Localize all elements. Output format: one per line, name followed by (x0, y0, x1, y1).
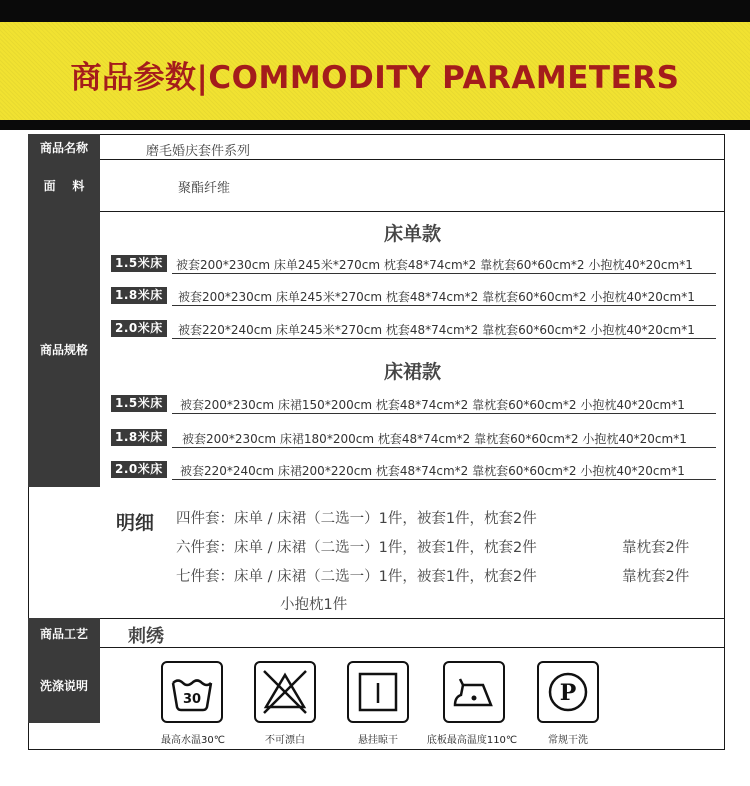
details-line-4pc: 四件套：床单 / 床裙（二选一）1件，被套1件，枕套2件 (176, 511, 537, 527)
label-spec: 商品规格 (28, 211, 100, 487)
wash-temp-text: 30 (182, 692, 202, 707)
label-wash: 洗涤说明 (28, 647, 100, 723)
dry-clean-letter: P (559, 680, 577, 706)
caption-iron: 底板最高温度110℃ (426, 735, 518, 746)
details-extra-7pc: 靠枕套2件 (622, 569, 690, 585)
label-fabric: 面 料 (28, 159, 100, 212)
skirt-underline-3 (172, 479, 716, 480)
details-line-6pc: 六件套：床单 / 床裙（二选一）1件，被套1件，枕套2件 (176, 540, 537, 556)
sheet-size-1: 1.5米床 (111, 255, 167, 272)
wash-30-icon (161, 661, 223, 723)
caption-hang-dry: 悬挂晾干 (358, 735, 398, 746)
value-fabric: 聚酯纤维 (178, 181, 231, 196)
details-line-7pc-cont: 小抱枕1件 (280, 597, 348, 613)
sheet-text-2: 被套200*230cm 床单245米*270cm 枕套48*74cm*2 靠枕套60*60cm*2 小抱枕40*20cm*1 (178, 290, 695, 304)
sheet-underline-1 (172, 273, 716, 274)
banner-title: 商品参数|COMMODITY PARAMETERS (70, 60, 680, 96)
caption-dry-clean: 常规干洗 (548, 735, 588, 746)
sheet-underline-3 (172, 338, 716, 339)
caption-no-bleach: 不可漂白 (265, 735, 305, 746)
label-product-name: 商品名称 (28, 134, 100, 160)
black-band (0, 120, 750, 130)
details-label: 明细 (116, 512, 155, 534)
value-product-name: 磨毛婚庆套件系列 (146, 144, 251, 159)
skirt-text-3: 被套220*240cm 床裙200*220cm 枕套48*74cm*2 靠枕套60*60cm*2 小抱枕40*20cm*1 (180, 464, 685, 478)
row-product-name (28, 134, 725, 160)
row-fabric (28, 159, 725, 212)
sheet-text-1: 被套200*230cm 床单245米*270cm 枕套48*74cm*2 靠枕套60*60cm*2 小抱枕40*20cm*1 (176, 258, 693, 272)
skirt-size-1: 1.5米床 (111, 395, 167, 412)
hang-dry-icon (347, 661, 409, 723)
skirt-size-3: 2.0米床 (111, 461, 167, 478)
skirt-underline-1 (172, 413, 716, 414)
sheet-size-3: 2.0米床 (111, 320, 167, 337)
value-craft: 刺绣 (128, 626, 164, 647)
skirt-text-1: 被套200*230cm 床裙150*200cm 枕套48*74cm*2 靠枕套60*60cm*2 小抱枕40*20cm*1 (180, 398, 685, 412)
skirt-text-2: 被套200*230cm 床裙180*200cm 枕套48*74cm*2 靠枕套60*60cm*2 小抱枕40*20cm*1 (182, 432, 687, 446)
caption-wash: 最高水温30℃ (161, 735, 225, 746)
sheet-size-2: 1.8米床 (111, 287, 167, 304)
label-craft: 商品工艺 (28, 618, 100, 648)
details-extra-6pc: 靠枕套2件 (622, 540, 690, 556)
title-banner (0, 22, 750, 120)
sheet-heading: 床单款 (383, 223, 441, 245)
skirt-underline-2 (172, 447, 716, 448)
sheet-text-3: 被套220*240cm 床单245米*270cm 枕套48*74cm*2 靠枕套60*60cm*2 小抱枕40*20cm*1 (178, 323, 695, 337)
top-black-bar (0, 0, 750, 22)
skirt-heading: 床裙款 (383, 361, 441, 383)
iron-icon (443, 661, 505, 723)
sheet-underline-2 (172, 305, 716, 306)
no-bleach-icon (254, 661, 316, 723)
dry-clean-p-icon (537, 661, 599, 723)
skirt-size-2: 1.8米床 (111, 429, 167, 446)
details-line-7pc: 七件套：床单 / 床裙（二选一）1件，被套1件，枕套2件 (176, 569, 537, 585)
